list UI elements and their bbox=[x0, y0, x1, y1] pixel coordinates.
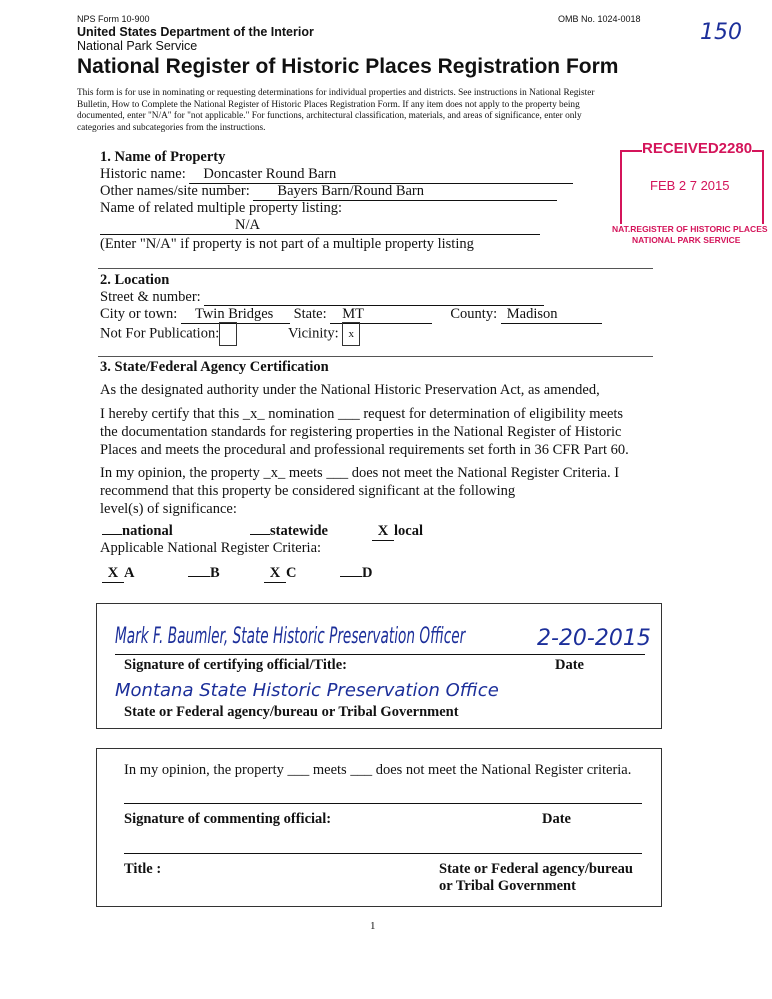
other-names-row bbox=[100, 183, 557, 201]
criterion-label: A bbox=[124, 565, 135, 581]
vicinity-checkbox[interactable]: x bbox=[342, 322, 360, 346]
level-label: statewide bbox=[270, 523, 328, 539]
service: National Park Service bbox=[77, 39, 198, 53]
level-mark bbox=[102, 534, 122, 535]
agency-label: State or Federal agency/bureau or Tribal Government bbox=[124, 704, 459, 720]
other-names-label: Other names/site number: bbox=[100, 183, 250, 199]
commenting-signature-label: Signature of commenting official: bbox=[124, 811, 332, 827]
street-row bbox=[100, 289, 544, 306]
stamp-line1: NAT.REGISTER OF HISTORIC PLACES bbox=[612, 224, 768, 234]
level-mark bbox=[250, 534, 270, 535]
state-label: State: bbox=[293, 306, 327, 322]
date-label: Date bbox=[555, 657, 584, 673]
divider bbox=[98, 268, 653, 269]
nfp-label: Not For Publication: bbox=[100, 325, 220, 342]
other-names-value: Bayers Barn/Round Barn bbox=[253, 183, 557, 201]
title-line bbox=[124, 853, 642, 854]
divider bbox=[98, 356, 653, 357]
criterion-a[interactable] bbox=[102, 565, 134, 583]
stamp-line2: NATIONAL PARK SERVICE bbox=[632, 235, 741, 245]
city-label: City or town: bbox=[100, 306, 178, 322]
commenting-date-label: Date bbox=[542, 811, 571, 827]
signature-label: Signature of certifying official/Title: bbox=[124, 657, 347, 673]
county-label: County: bbox=[450, 306, 498, 322]
commenting-opinion: In my opinion, the property ___ meets ___ does not meet the National Register criteria. bbox=[124, 762, 632, 778]
handwritten-number: 150 bbox=[700, 20, 742, 45]
opinion-line: level(s) of significance: bbox=[100, 501, 237, 517]
handwritten-agency: Montana State Historic Preservation Office bbox=[115, 680, 499, 701]
historic-name-row bbox=[100, 166, 573, 184]
historic-name-label: Historic name: bbox=[100, 166, 186, 182]
commenting-title-label: Title : bbox=[124, 861, 162, 877]
page-number: 1 bbox=[370, 920, 376, 932]
section3-heading: 3. State/Federal Agency Certification bbox=[100, 359, 329, 375]
criterion-label: B bbox=[210, 565, 220, 581]
signature-line bbox=[115, 654, 645, 655]
stamp-received: RECEIVED2280 bbox=[642, 140, 753, 157]
criterion-c[interactable] bbox=[264, 565, 296, 583]
commenting-official-box bbox=[96, 748, 662, 907]
criterion-b[interactable] bbox=[188, 565, 220, 582]
publication-row bbox=[100, 322, 360, 346]
state-value: MT bbox=[330, 306, 432, 324]
department: United States Department of the Interior bbox=[77, 25, 314, 39]
county-value: Madison bbox=[501, 306, 602, 324]
received-stamp bbox=[612, 136, 766, 251]
intro-line: Bulletin, How to Complete the National Register of Historic Places Registration Form. If any item does not apply to the property being bbox=[77, 99, 580, 110]
intro-text bbox=[77, 88, 594, 134]
criterion-d[interactable] bbox=[340, 565, 372, 582]
omb-number: OMB No. 1024-0018 bbox=[558, 14, 641, 24]
criterion-label: D bbox=[362, 565, 373, 581]
commenting-agency-label-1: State or Federal agency/bureau bbox=[439, 861, 633, 877]
signature-line bbox=[124, 803, 642, 804]
city-value: Twin Bridges bbox=[181, 306, 290, 324]
criterion-mark bbox=[340, 576, 362, 577]
street-label: Street & number: bbox=[100, 289, 201, 305]
criterion-mark: X bbox=[102, 565, 124, 583]
commenting-agency-label-2: or Tribal Government bbox=[439, 878, 576, 894]
criterion-mark: X bbox=[264, 565, 286, 583]
level-national[interactable] bbox=[102, 523, 173, 540]
level-label: local bbox=[394, 523, 423, 539]
historic-name-value: Doncaster Round Barn bbox=[189, 166, 573, 184]
street-value bbox=[204, 289, 544, 306]
certifying-signature-box bbox=[96, 603, 662, 729]
vicinity-label: Vicinity: bbox=[287, 325, 339, 342]
multiple-listing-value: N/A bbox=[100, 217, 540, 235]
nfp-checkbox[interactable] bbox=[219, 322, 237, 346]
authority-text: As the designated authority under the National Historic Preservation Act, as amended, bbox=[100, 382, 600, 398]
certify-line: I hereby certify that this _x_ nomination ___ request for determination of eligibility meets bbox=[100, 406, 624, 422]
criteria-label: Applicable National Register Criteria: bbox=[100, 540, 322, 556]
multiple-listing-note: (Enter "N/A" if property is not part of a multiple property listing bbox=[100, 236, 474, 252]
level-local[interactable] bbox=[372, 523, 423, 541]
intro-line: documented, enter "N/A" for "not applicable." For functions, architectural classification, materials, and areas of significance, enter only bbox=[77, 111, 582, 121]
criterion-label: C bbox=[286, 565, 297, 581]
certify-line: the documentation standards for registering properties in the National Register of Historic bbox=[100, 424, 622, 440]
opinion-text bbox=[100, 464, 619, 518]
level-label: national bbox=[122, 523, 173, 539]
handwritten-date: 2-20-2015 bbox=[537, 626, 651, 651]
certify-line: Places and meets the procedural and professional requirements set forth in 36 CFR Part 60. bbox=[100, 442, 629, 458]
opinion-line: recommend that this property be considered significant at the following bbox=[100, 483, 516, 499]
form-number: NPS Form 10-900 bbox=[77, 14, 150, 24]
opinion-line: In my opinion, the property _x_ meets ___ does not meet the National Register Criteria. I bbox=[100, 465, 620, 481]
section2-heading: 2. Location bbox=[100, 272, 170, 288]
intro-line: categories and subcategories from the instructions. bbox=[77, 122, 266, 133]
criterion-mark bbox=[188, 576, 210, 577]
stamp-date: FEB 2 7 2015 bbox=[650, 178, 730, 193]
intro-line: This form is for use in nominating or requesting determinations for individual properties and districts. See instructions in National Register bbox=[77, 88, 595, 98]
page-title: National Register of Historic Places Registration Form bbox=[77, 55, 619, 78]
certify-text bbox=[100, 405, 629, 459]
level-mark: X bbox=[372, 523, 394, 541]
level-statewide[interactable] bbox=[250, 523, 328, 540]
handwritten-signature: Mark F. Baumler, State Historic Preservation Officer bbox=[115, 624, 466, 649]
multiple-listing-label: Name of related multiple property listing: bbox=[100, 200, 343, 216]
section1-heading: 1. Name of Property bbox=[100, 149, 226, 165]
